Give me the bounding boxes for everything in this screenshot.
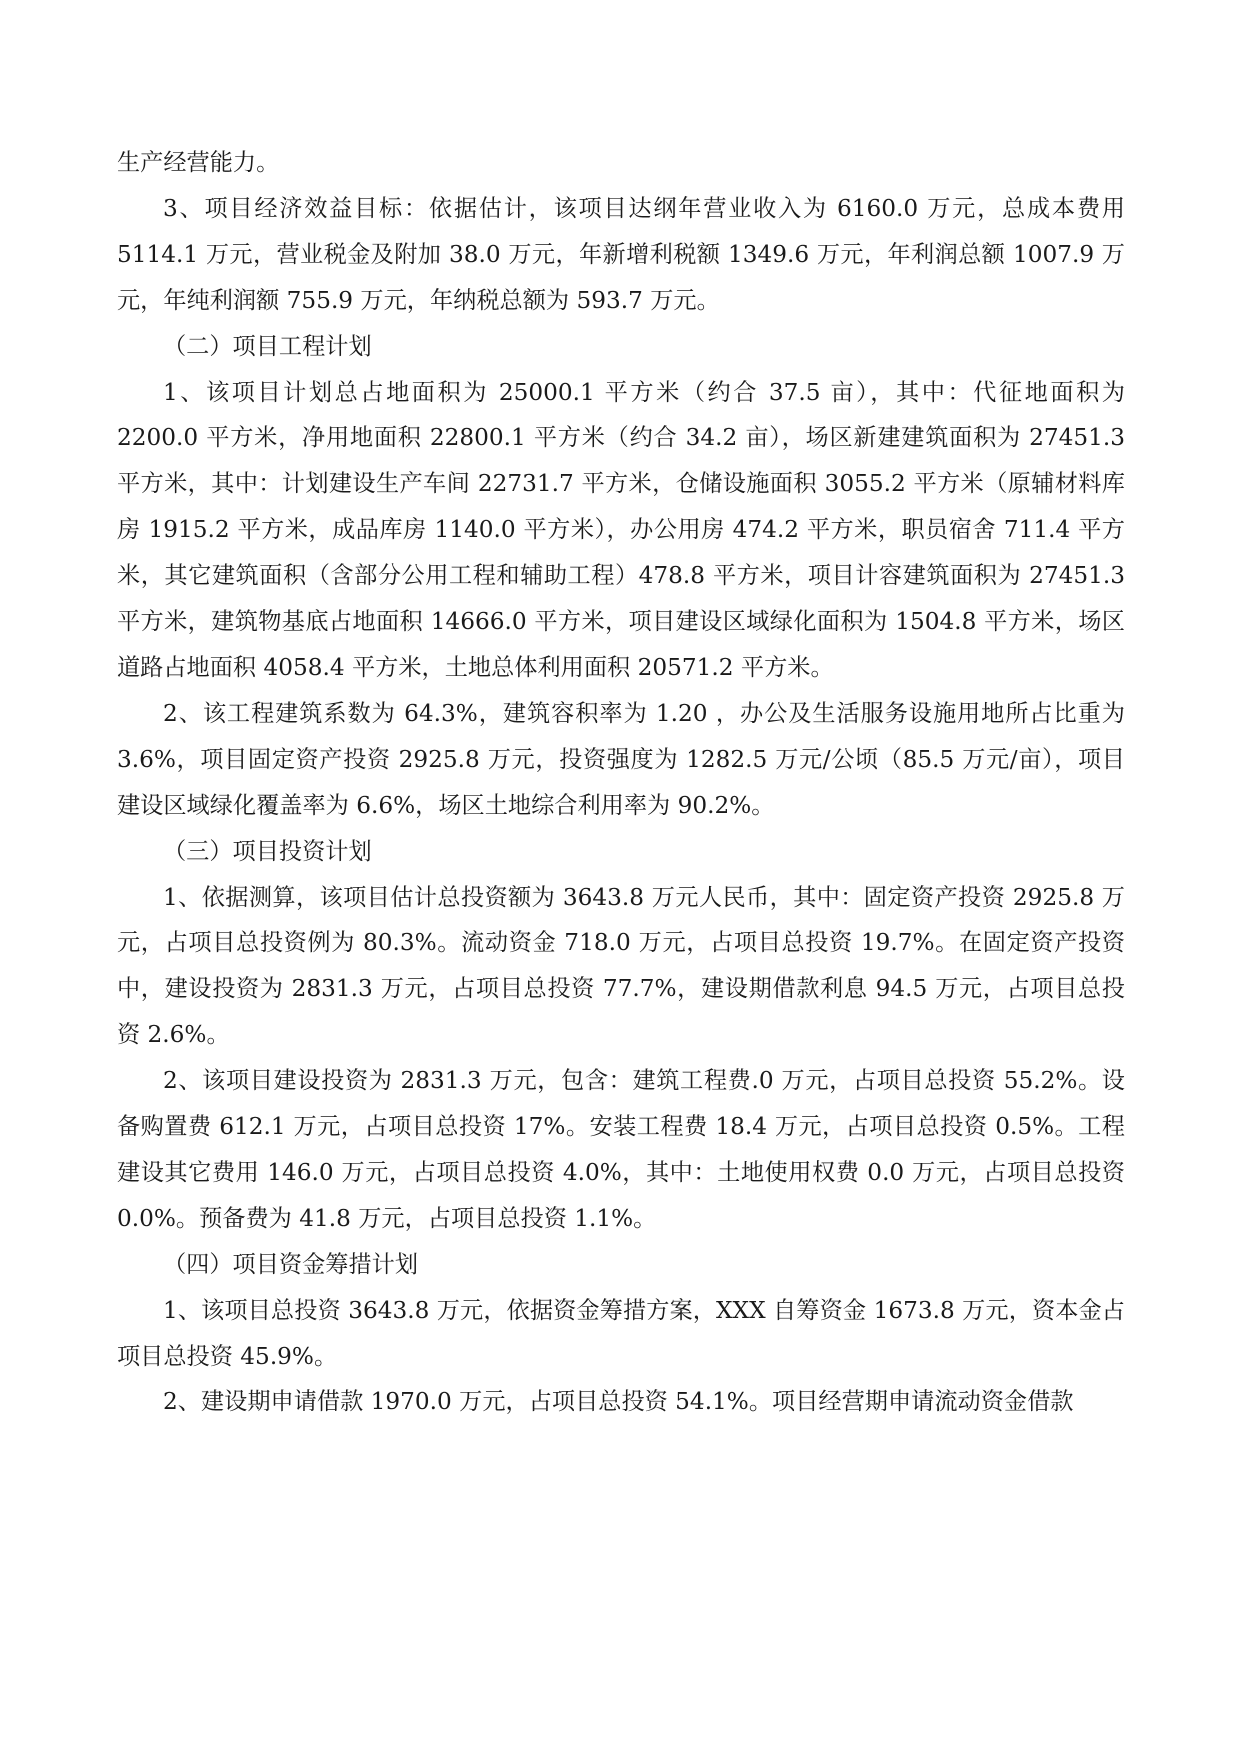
paragraph-continuation: 生产经营能力。 bbox=[117, 149, 280, 176]
paragraph-economic-targets: 3、项目经济效益目标：依据估计，该项目达纲年营业收入为 6160.0 万元，总成本费用 5114.1 万元，营业税金及附加 38.0 万元，年新增利税额 1349.6 万元，年利润总额 1007.9 万元，年纯利润额 755.9 万元，年纳税总额为 593.7 万元。 bbox=[117, 194, 1125, 314]
paragraph-building-coefficient: 2、该工程建筑系数为 64.3%，建筑容积率为 1.20 ，办公及生活服务设施用地所占比重为 3.6%，项目固定资产投资 2925.8 万元，投资强度为 1282.5 万元/公顷（85.5 万元/亩），项目建设区域绿化覆盖率为 6.6%，场区土地综合利用率为 90.2%。 bbox=[117, 699, 1125, 819]
paragraph-total-investment: 1、依据测算，该项目估计总投资额为 3643.8 万元人民币，其中：固定资产投资 2925.8 万元，占项目总投资例为 80.3%。流动资金 718.0 万元，占项目总投资 19.7%。在固定资产投资中，建设投资为 2831.3 万元，占项目总投资 77.7%，建设期借款利息 94.5 万元，占项目总投资 2.6%。 bbox=[117, 883, 1125, 1049]
document-page bbox=[117, 140, 1125, 1425]
paragraph-land-area: 1、该项目计划总占地面积为 25000.1 平方米（约合 37.5 亩），其中：代征地面积为 2200.0 平方米，净用地面积 22800.1 平方米（约合 34.2 亩），场区新建建筑面积为 27451.3 平方米，其中：计划建设生产车间 22731.7 平方米，仓储设施面积 3055.2 平方米（原辅材料库房 1915.2 平方米，成品库房 1140.0 平方米），办公用房 474.2 平方米，职员宿舍 711.4 平方米，其它建筑面积（含部分公用工程和辅助工程）478.8 平方米，项目计容建筑面积为 27451.3 平方米，建筑物基底占地面积 14666.0 平方米，项目建设区域绿化面积为 1504.8 平方米，场区道路占地面积 4058.4 平方米，土地总体利用面积 20571.2 平方米。 bbox=[117, 378, 1125, 681]
section-heading-investment-plan: （三）项目投资计划 bbox=[163, 837, 372, 865]
paragraph-loans: 2、建设期申请借款 1970.0 万元，占项目总投资 54.1%。项目经营期申请流动资金借款 bbox=[163, 1388, 1074, 1416]
paragraph-self-raised-funds: 1、该项目总投资 3643.8 万元，依据资金筹措方案，XXX 自筹资金 1673.8 万元，资本金占项目总投资 45.9%。 bbox=[117, 1296, 1125, 1370]
section-heading-engineering-plan: （二）项目工程计划 bbox=[163, 332, 372, 360]
paragraph-construction-investment: 2、该项目建设投资为 2831.3 万元，包含：建筑工程费.0 万元，占项目总投资 55.2%。设备购置费 612.1 万元，占项目总投资 17%。安装工程费 18.4 万元，占项目总投资 0.5%。工程建设其它费用 146.0 万元，占项目总投资 4.0%，其中：土地使用权费 0.0 万元，占项目总投资 0.0%。预备费为 41.8 万元，占项目总投资 1.1%。 bbox=[117, 1067, 1125, 1232]
section-heading-fund-raising-plan: （四）项目资金筹措计划 bbox=[163, 1250, 419, 1278]
